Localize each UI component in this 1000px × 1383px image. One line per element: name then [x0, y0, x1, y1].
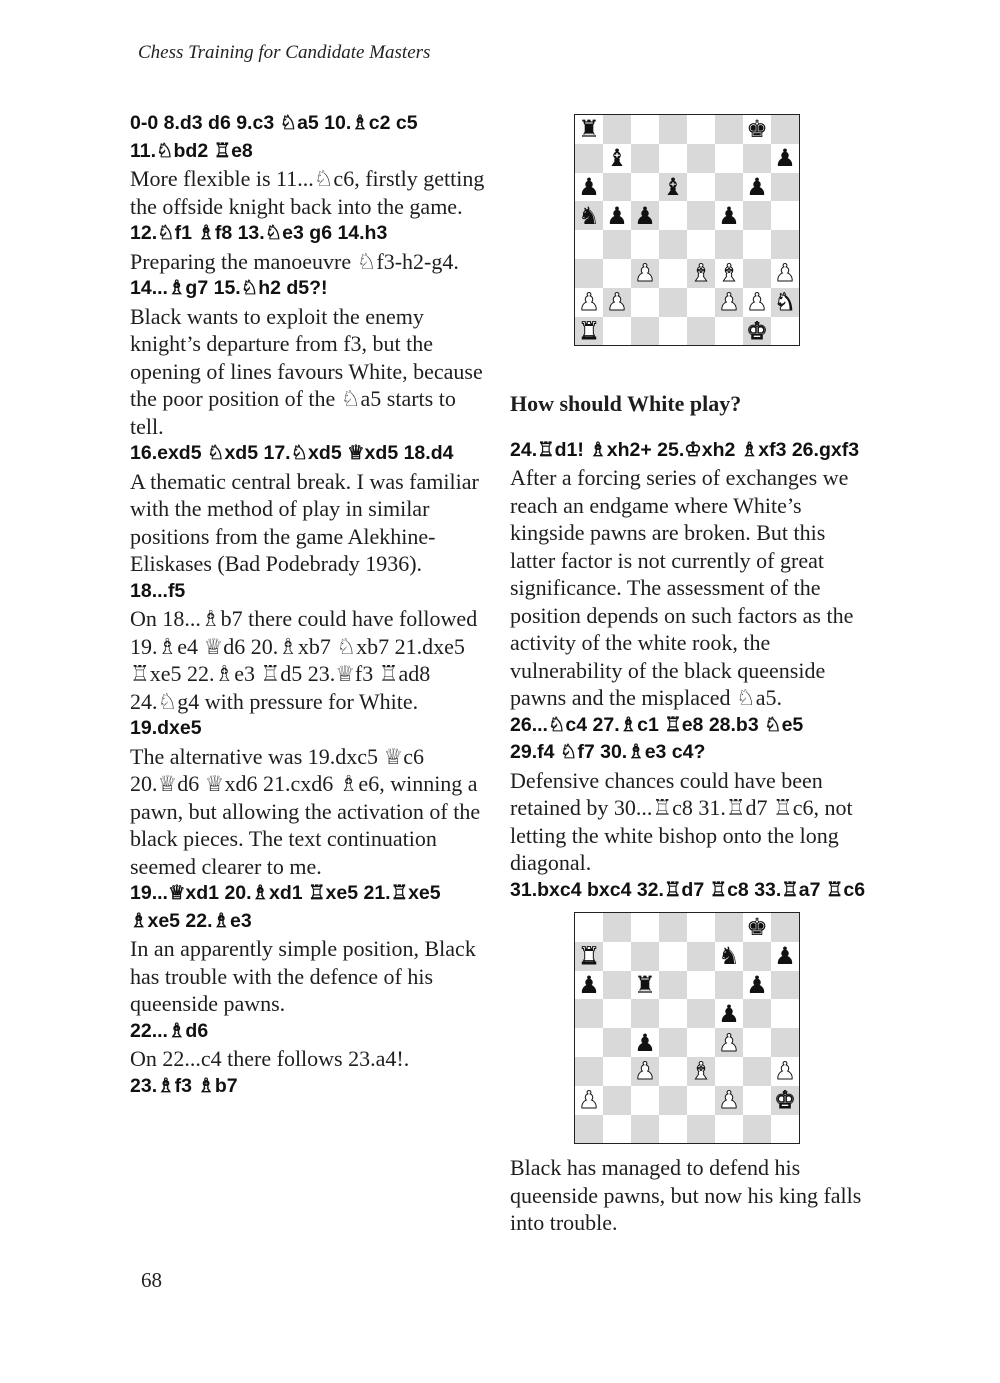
move-line: 31.bxc4 bxc4 32.♖d7 ♖c8 33.♖a7 ♖c6: [510, 878, 866, 901]
white-pawn-icon: ♟: [718, 1086, 740, 1115]
move-line: 0-0 8.d3 d6 9.c3 ♘a5 10.♗c2 c5: [130, 112, 418, 134]
board-square: [631, 288, 659, 317]
board-square: [771, 1086, 799, 1115]
running-header: Chess Training for Candidate Masters: [138, 42, 431, 63]
board-square: [715, 259, 743, 288]
board-square: [743, 173, 771, 202]
right-column: [510, 390, 870, 904]
board-square: [687, 230, 715, 259]
board-square: [771, 999, 799, 1028]
board-square: [743, 971, 771, 1000]
board-square: [687, 913, 715, 942]
board-square: [715, 317, 743, 346]
left-column: [130, 110, 490, 1100]
white-king-icon: ♚: [746, 316, 768, 345]
board-square: [771, 1057, 799, 1086]
board-square: [659, 1028, 687, 1057]
move-line: 16.exd5 ♘xd5 17.♘xd5 ♕xd5 18.d4: [130, 442, 454, 464]
board-square: [715, 144, 743, 173]
board-square: [743, 201, 771, 230]
board-square: [771, 144, 799, 173]
board-square: [659, 259, 687, 288]
black-bishop-icon: ♝: [662, 172, 684, 201]
commentary-paragraph: A thematic central break. I was familiar with the method of play in similar positions from the game Alekhine-Eliskases (Bad Podebrady 1936).: [130, 468, 479, 576]
board-square: [659, 971, 687, 1000]
board-square: [631, 259, 659, 288]
board-square: [771, 942, 799, 971]
board-square: [771, 230, 799, 259]
closing-paragraph: Black has managed to defend his queenside pawns, but now his king falls into trouble.: [510, 1155, 862, 1235]
board-square: [575, 201, 603, 230]
board-square: [575, 115, 603, 144]
board-square: [687, 144, 715, 173]
board-square: [743, 1086, 771, 1115]
move-line: ♗xe5 22.♗e3: [130, 909, 252, 932]
board-square: [687, 1115, 715, 1144]
commentary-paragraph: More flexible is 11...♘c6, firstly getting the offside knight back into the game.: [130, 166, 485, 219]
board-square: [603, 913, 631, 942]
black-pawn-icon: ♟: [634, 201, 656, 230]
board-square: [603, 1086, 631, 1115]
commentary-paragraph: Black wants to exploit the enemy knight’s departure from f3, but the opening of lines favours White, because the poor position of the ♘a5 starts to tell.: [130, 303, 483, 439]
board-square: [771, 173, 799, 202]
board-square: [687, 173, 715, 202]
board-square: [771, 1028, 799, 1057]
board-square: [687, 942, 715, 971]
board-square: [575, 288, 603, 317]
board-square: [743, 913, 771, 942]
board-square: [659, 115, 687, 144]
move-line: 19.dxe5: [130, 717, 202, 739]
black-knight-icon: ♞: [578, 201, 600, 230]
board-square: [603, 1115, 631, 1144]
board-square: [575, 259, 603, 288]
board-square: [575, 1086, 603, 1115]
move-line: 18...f5: [130, 579, 186, 602]
board-square: [687, 317, 715, 346]
board-square: [771, 259, 799, 288]
board-square: [715, 1057, 743, 1086]
board-square: [631, 230, 659, 259]
board-square: [631, 1086, 659, 1115]
board-square: [687, 1086, 715, 1115]
board-square: [771, 971, 799, 1000]
board-square: [659, 144, 687, 173]
board-square: [715, 1115, 743, 1144]
board-square: [603, 259, 631, 288]
move-line: 22...♗d6: [130, 1019, 209, 1042]
white-bishop-icon: ♝: [690, 1057, 712, 1086]
board-square: [715, 913, 743, 942]
board-square: [659, 942, 687, 971]
white-pawn-icon: ♟: [718, 288, 740, 317]
board-square: [603, 999, 631, 1028]
commentary-paragraph: After a forcing series of exchanges we reach an endgame where White’s kingside pawns are broken. But this latter factor is not currently of great significance. The assessment of the position depends on such factors as the activity of the white rook, the vulnerability of the black queenside pawns and the misplaced ♘a5.: [510, 465, 854, 710]
board-square: [687, 115, 715, 144]
black-pawn-icon: ♟: [774, 144, 796, 173]
board-square: [659, 1086, 687, 1115]
board-square: [687, 201, 715, 230]
board-square: [715, 1086, 743, 1115]
chess-diagram-2: [574, 912, 800, 1144]
move-line: 14...♗g7 15.♘h2 d5?!: [130, 277, 328, 299]
white-rook-icon: ♜: [578, 316, 600, 345]
board-square: [715, 1028, 743, 1057]
board-square: [575, 942, 603, 971]
commentary-paragraph: The alternative was 19.dxc5 ♕c6 20.♕d6 ♕xd6 21.cxd6 ♗e6, winning a pawn, but allowing the activation of the black pieces. The text continuation seemed clearer to me.: [130, 743, 481, 879]
board-square: [771, 1115, 799, 1144]
right-column-moves: [510, 437, 870, 905]
board-square: [743, 1057, 771, 1086]
white-pawn-icon: ♟: [578, 288, 600, 317]
white-pawn-icon: ♟: [774, 259, 796, 288]
white-rook-icon: ♜: [578, 942, 600, 971]
black-pawn-icon: ♟: [634, 1028, 656, 1057]
board-square: [603, 1028, 631, 1057]
white-knight-icon: ♞: [774, 288, 796, 317]
white-pawn-icon: ♟: [718, 1028, 740, 1057]
board-square: [631, 173, 659, 202]
board-square: [659, 288, 687, 317]
board-square: [575, 230, 603, 259]
board-square: [575, 913, 603, 942]
board-square: [771, 913, 799, 942]
board-square: [771, 115, 799, 144]
white-pawn-icon: ♟: [634, 259, 656, 288]
board-square: [771, 288, 799, 317]
white-pawn-icon: ♟: [578, 1086, 600, 1115]
black-pawn-icon: ♟: [578, 970, 600, 999]
black-pawn-icon: ♟: [606, 201, 628, 230]
black-knight-icon: ♞: [718, 942, 740, 971]
page-number: 68: [141, 1268, 162, 1292]
commentary-paragraph: Preparing the manoeuvre ♘f3-h2-g4.: [130, 248, 459, 274]
board-square: [631, 1057, 659, 1086]
board-square: [659, 230, 687, 259]
board-square: [575, 1028, 603, 1057]
black-pawn-icon: ♟: [774, 942, 796, 971]
move-line: 24.♖d1! ♗xh2+ 25.♔xh2 ♗xf3 26.gxf3: [510, 438, 860, 461]
board-square: [715, 999, 743, 1028]
board-square: [631, 1115, 659, 1144]
board-square: [771, 317, 799, 346]
board-square: [659, 1057, 687, 1086]
board-square: [631, 1028, 659, 1057]
board-square: [743, 1115, 771, 1144]
board-square: [687, 999, 715, 1028]
board-square: [631, 201, 659, 230]
board-square: [743, 999, 771, 1028]
board-square: [659, 201, 687, 230]
black-king-icon: ♚: [746, 115, 768, 144]
commentary-paragraph: Defensive chances could have been retained by 30...♖c8 31.♖d7 ♖c6, not letting the white bishop onto the long diagonal.: [510, 767, 853, 875]
question-heading: How should White play?: [510, 391, 742, 416]
board-square: [603, 942, 631, 971]
board-square: [715, 971, 743, 1000]
board-square: [743, 259, 771, 288]
black-bishop-icon: ♝: [606, 144, 628, 173]
board-square: [631, 115, 659, 144]
commentary-paragraph: On 22...c4 there follows 23.a4!.: [130, 1046, 410, 1071]
board-square: [631, 999, 659, 1028]
board-square: [687, 288, 715, 317]
board-square: [743, 144, 771, 173]
black-king-icon: ♚: [746, 913, 768, 942]
board-square: [659, 913, 687, 942]
board-square: [575, 1057, 603, 1086]
board-square: [715, 942, 743, 971]
board-square: [575, 317, 603, 346]
board-square: [575, 173, 603, 202]
board-square: [659, 999, 687, 1028]
white-pawn-icon: ♟: [746, 288, 768, 317]
board-square: [659, 173, 687, 202]
board-square: [715, 230, 743, 259]
board-square: [631, 971, 659, 1000]
board-square: [603, 1057, 631, 1086]
board-square: [715, 288, 743, 317]
black-pawn-icon: ♟: [746, 970, 768, 999]
black-rook-icon: ♜: [578, 115, 600, 144]
board-square: [575, 999, 603, 1028]
commentary-paragraph: On 18...♗b7 there could have followed 19.♗e4 ♕d6 20.♗xb7 ♘xb7 21.dxe5 ♖xe5 22.♗e3 ♖d5 23.♕f3 ♖ad8 24.♘g4 with pressure for White.: [130, 606, 478, 714]
board-square: [603, 288, 631, 317]
board-square: [603, 971, 631, 1000]
move-line: 23.♗f3 ♗b7: [130, 1074, 238, 1097]
board-square: [687, 1057, 715, 1086]
move-line: 26...♘c4 27.♗c1 ♖e8 28.b3 ♘e5: [510, 713, 804, 736]
chess-diagram-1: [574, 114, 800, 346]
board-square: [575, 1115, 603, 1144]
board-square: [603, 317, 631, 346]
board-square: [659, 317, 687, 346]
white-bishop-icon: ♝: [718, 259, 740, 288]
black-pawn-icon: ♟: [718, 201, 740, 230]
board-square: [631, 144, 659, 173]
board-square: [575, 144, 603, 173]
black-pawn-icon: ♟: [718, 999, 740, 1028]
black-pawn-icon: ♟: [746, 172, 768, 201]
white-king-icon: ♚: [774, 1086, 796, 1115]
board-square: [687, 1028, 715, 1057]
move-line: 12.♘f1 ♗f8 13.♘e3 g6 14.h3: [130, 222, 388, 244]
closing-paragraph-container: [510, 1154, 870, 1237]
move-line: 19...♕xd1 20.♗xd1 ♖xe5 21.♖xe5: [130, 882, 441, 904]
board-square: [659, 1115, 687, 1144]
board-square: [743, 288, 771, 317]
white-pawn-icon: ♟: [774, 1057, 796, 1086]
board-square: [631, 913, 659, 942]
board-square: [743, 1028, 771, 1057]
board-square: [715, 115, 743, 144]
board-square: [603, 144, 631, 173]
black-rook-icon: ♜: [634, 970, 656, 999]
board-square: [687, 259, 715, 288]
board-square: [603, 173, 631, 202]
move-line: 11.♘bd2 ♖e8: [130, 139, 253, 162]
board-square: [743, 230, 771, 259]
white-pawn-icon: ♟: [606, 288, 628, 317]
move-line: 29.f4 ♘f7 30.♗e3 c4?: [510, 741, 706, 763]
black-pawn-icon: ♟: [578, 172, 600, 201]
commentary-paragraph: In an apparently simple position, Black has trouble with the defence of his queenside pawns.: [130, 936, 476, 1016]
board-square: [743, 115, 771, 144]
board-square: [603, 230, 631, 259]
board-square: [631, 317, 659, 346]
board-square: [715, 173, 743, 202]
board-square: [687, 971, 715, 1000]
board-square: [743, 942, 771, 971]
board-square: [771, 201, 799, 230]
board-square: [715, 201, 743, 230]
white-pawn-icon: ♟: [634, 1057, 656, 1086]
board-square: [631, 942, 659, 971]
white-bishop-icon: ♝: [690, 259, 712, 288]
board-square: [575, 971, 603, 1000]
board-square: [603, 115, 631, 144]
board-square: [603, 201, 631, 230]
board-square: [743, 317, 771, 346]
